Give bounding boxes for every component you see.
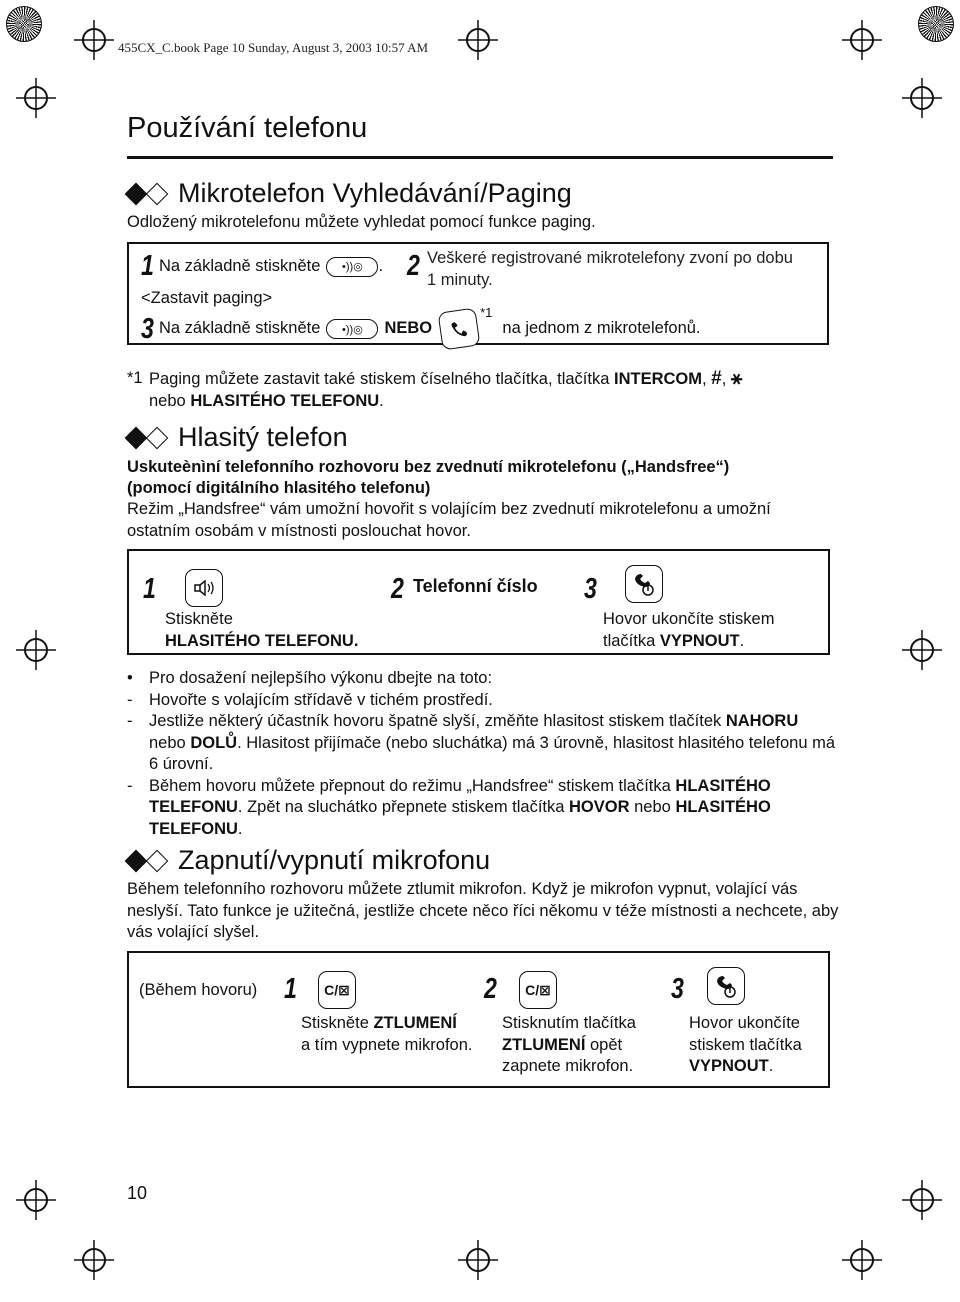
mute-step-1-text [301,1013,481,1056]
locator-button-icon: •))◎ [326,257,378,277]
off-key-label: VYPNOUT [689,1057,769,1075]
speakerphone-key-label: HLASITÉHO TELEFONU [190,391,380,410]
step-text: Hovor ukončíte stiskem [603,610,775,628]
step-number: 1 [284,973,297,1005]
footnote-mark: *1 [127,369,143,387]
stop-paging-label: <Zastavit paging> [141,289,273,307]
list-item [127,668,837,690]
speakerphone-key-label: HLASITÉHO TELEFONU [149,776,771,816]
footnote-text: Paging můžete zastavit také stiskem číselného tlačítka, tlačítka [149,370,610,388]
paging-step-2 [407,248,797,291]
tip-text: Hovořte s volajícím střídavě v tichém prostředí. [149,690,493,709]
step-number: 2 [391,573,404,605]
step-text: Stiskněte [301,1014,369,1032]
speaker-steps-box [127,549,830,655]
star-key-icon: ⚹ [730,368,743,389]
list-item [127,690,837,712]
during-call-label: (Během hovoru) [139,981,258,999]
mute-key-label: ZTLUMENÍ [502,1035,586,1054]
step-dot: . [378,256,384,275]
diamond-bullet-icon [128,853,170,869]
paging-intro: Odložený mikrotelefonu můžete vyhledat pomocí funkce paging. [127,213,596,231]
mute-step-3-text [689,1013,829,1078]
list-item [127,776,837,841]
diamond-bullet-icon [128,186,170,202]
book-header-line: 455CX_C.book Page 10 Sunday, August 3, 2003 10:57 AM [118,40,429,55]
tip-text: . Zpět na sluchátko přepnete stiskem tlačítka [237,798,565,816]
step-text: opět [590,1035,623,1054]
step-text: stiskem tlačítka [689,1035,802,1054]
speakerphone-icon [185,569,223,607]
color-wheel-mark-right [918,6,954,42]
paging-step-3 [141,305,701,348]
mute-steps-box [127,951,830,1088]
paging-heading [128,178,572,209]
color-wheel-mark-left [6,6,42,42]
mute-heading [128,845,490,876]
talk-key-label: HOVOR [569,798,630,816]
speaker-step-1-text [165,609,358,652]
paging-footnote: *1 Paging můžete zastavit také stiskem číselného tlačítka, tlačítka INTERCOM, #, ⚹ nebo HLASITÉHO TELEFONU. [127,368,837,412]
registration-mark-bottom-left [74,1240,114,1280]
registration-mark-bottom-right [842,1240,882,1280]
registration-mark-bottom-center [458,1240,498,1280]
diamond-bullet-icon [128,430,170,446]
locator-button-icon: •))◎ [326,319,378,339]
footnote-end: . [379,391,384,410]
tip-text: Jestliže některý účastník hovoru špatně slyší, změňte hlasitost stiskem tlačítek [149,712,722,730]
step-number: 3 [141,312,154,345]
tip-text: . Hlasitost přijímače (nebo sluchátka) má 3 úrovně, hlasitost hlasitého telefonu má 6 úrovní. [149,733,836,773]
step-number: 3 [671,973,684,1005]
step-text: Na základně stiskněte [159,319,321,338]
tip-end: . [237,819,243,838]
page-title: Používání telefonu [127,112,368,144]
registration-mark-top-right [842,20,882,60]
mute-key-icon: C/⊠ [318,971,356,1009]
list-item [127,711,837,776]
step-number: 2 [484,973,497,1005]
registration-mark-left-middle [16,630,56,670]
step-text: tlačítka [603,631,656,650]
registration-mark-right-bottom [902,1180,942,1220]
mute-description: Během telefonního rozhovoru můžete ztlumit mikrofon. Když je mikrofon vypnut, volající vás neslyší. Tato funkce je užitečná, jestliže chcete něco říci někomu v téže místnosti a nechcete, aby vás volající slyšel. [127,880,839,941]
footnote-or: nebo [149,391,186,410]
footnote-ref: *1 [480,305,493,321]
dash-mark: - [127,690,133,709]
step-text: zapnete mikrofon. [502,1057,634,1075]
step-text: a tím vypnete mikrofon. [301,1035,473,1054]
speaker-bold-line-1: Uskuteènìní telefonního rozhovoru bez zvednutí mikrotelefonu („Handsfree“) [127,458,730,476]
bullet-icon: • [127,669,133,687]
speaker-heading [128,422,348,453]
speakerphone-key-label: HLASITÉHO TELEFONU. [165,631,359,650]
step-end: . [768,1057,774,1075]
title-rule [127,156,833,159]
mute-key-icon: C/⊠ [519,971,557,1009]
page-number: 10 [127,1183,148,1203]
step-text: Stisknutím tlačítka [502,1014,636,1032]
or-label: NEBO [384,319,433,338]
up-key-label: NAHORU [725,712,799,730]
paging-steps-box [127,242,829,345]
paging-heading-text: Mikrotelefon Vyhledávání/Paging [178,178,572,208]
speaker-tips [127,668,837,840]
dash-mark: - [127,776,133,795]
step-number: 2 [407,250,420,282]
paging-step-1 [141,250,383,283]
tip-or: nebo [149,733,186,752]
mute-key-label: ZTLUMENÍ [373,1014,457,1032]
phone-number-label: Telefonní číslo [413,576,538,596]
off-hook-power-icon [707,967,745,1005]
mute-heading-text: Zapnutí/vypnutí mikrofonu [178,845,491,875]
step-number: 1 [141,250,154,282]
dash-mark: - [127,712,133,730]
step-text: Stiskněte [165,610,233,628]
speaker-bold-line-2: (pomocí digitálního hlasitého telefonu) [127,479,431,497]
step-end: . [739,631,745,650]
step-number: 3 [584,573,597,605]
speakerphone-key-label: HLASITÉHO TELEFONU [149,798,771,838]
tip-text: Během hovoru můžete přepnout do režimu „Handsfree“ stiskem tlačítka [149,776,671,795]
down-key-label: DOLŮ [190,733,238,752]
registration-mark-left-top [16,78,56,118]
step-3-tail: na jednom z mikrotelefonů. [502,319,701,338]
step-text: Na základně stiskněte [159,256,321,275]
intercom-key-label: INTERCOM [613,370,702,388]
registration-mark-top-left [74,20,114,60]
talk-handset-icon [438,308,481,351]
step-text: Hovor ukončíte [689,1014,800,1032]
registration-mark-top-center [458,20,498,60]
speaker-heading-text: Hlasitý telefon [178,422,348,452]
registration-mark-right-top [902,78,942,118]
speaker-step-3-text [603,609,774,652]
registration-mark-left-bottom [16,1180,56,1220]
off-hook-power-icon [625,565,663,603]
off-key-label: VYPNOUT [659,631,740,650]
registration-mark-right-middle [902,630,942,670]
tip-or: nebo [634,798,671,816]
mute-step-2-text [502,1013,682,1078]
step-text: Veškeré registrované mikrotelefony zvoní po dobu 1 minuty. [427,249,793,289]
step-number: 1 [143,573,156,605]
bullet-text: Pro dosažení nejlepšího výkonu dbejte na toto: [149,669,493,687]
speaker-description: Režim „Handsfree“ vám umožní hovořit s volajícím bez zvednutí mikrotelefonu a umožní ostatním osobám v místnosti poslouchat hovor. [127,500,771,540]
hash-key-icon: # [711,368,722,389]
